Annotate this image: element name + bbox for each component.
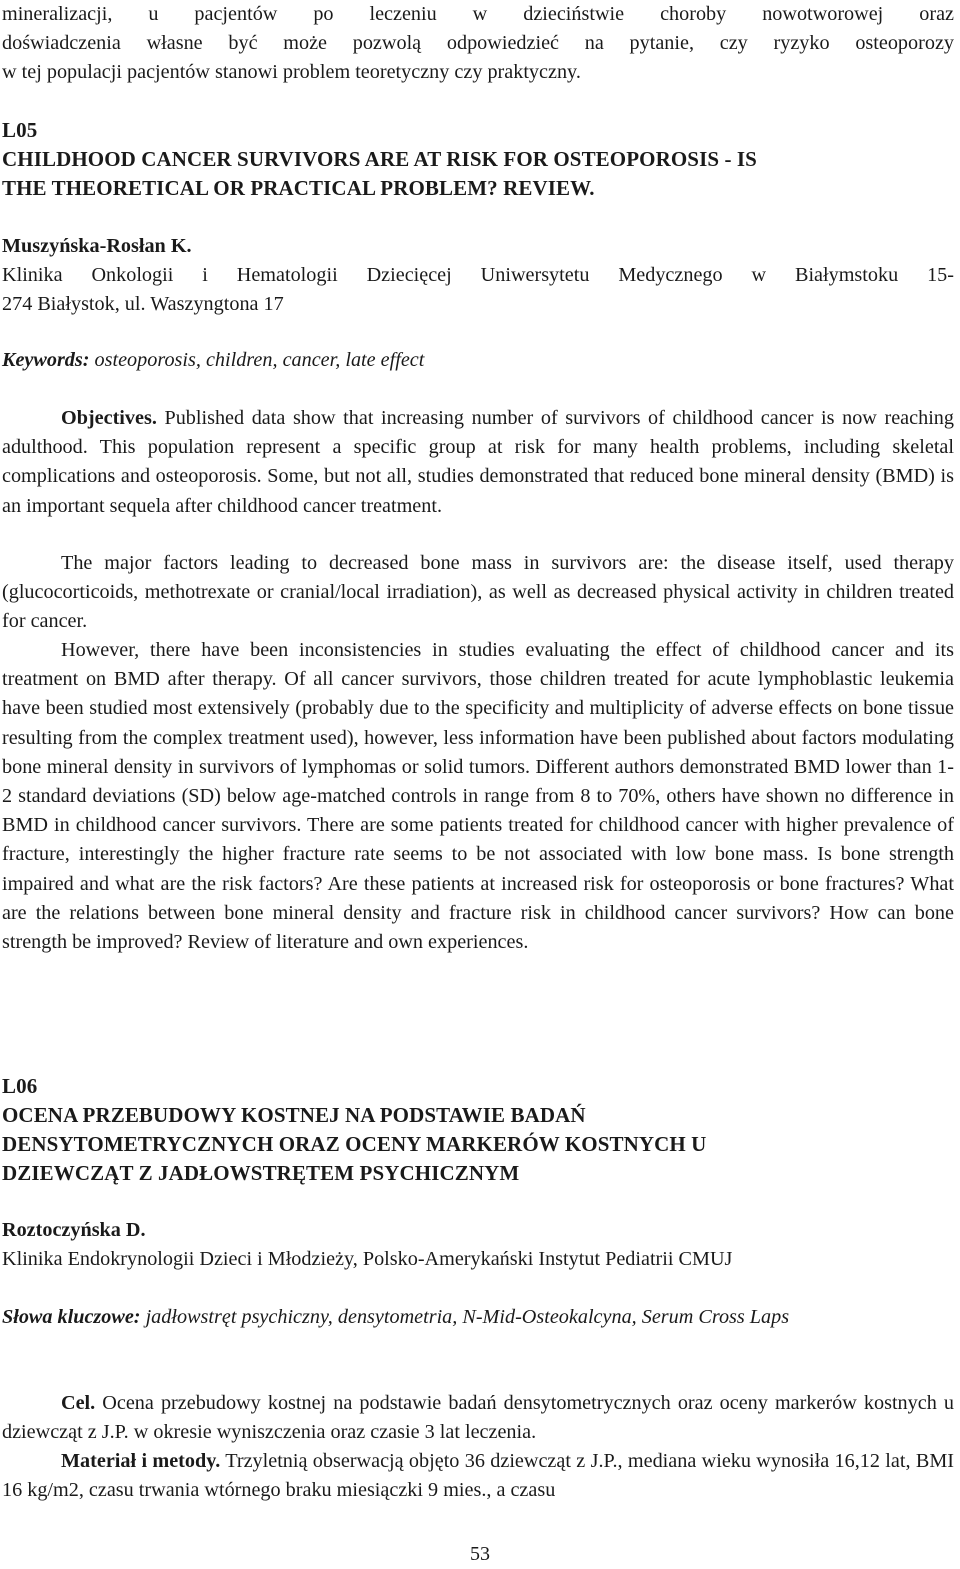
affiliation-line: 274 Białystok, ul. Waszyngtona 17 — [2, 293, 284, 316]
abstract-title-l06 — [2, 1101, 954, 1189]
title-line: OCENA PRZEBUDOWY KOSTNEJ NA PODSTAWIE BADAŃ — [2, 1103, 586, 1127]
abstract-title-l05 — [2, 145, 954, 203]
page-number: 53 — [470, 1543, 490, 1565]
paragraph-goal-l06 — [2, 1389, 954, 1447]
paragraph-text: Trzyletnią obserwacją objęto 36 dziewcząt z J.P., mediana wieku wynosiła 16,12 lat, BMI 16 kg/m2, czasu trwania wtórnego braku miesiączki 9 mies., a czasu — [2, 1450, 955, 1502]
title-line: THE THEORETICAL OR PRACTICAL PROBLEM? REVIEW. — [2, 176, 595, 201]
keywords-label: Keywords: — [2, 349, 90, 371]
paragraph-text: Published data show that increasing number of survivors of childhood cancer is now reaching adulthood. This population represent a specific group at risk for many health problems, including skeletal complications and osteoporosis. Some, but not all, studies demonstrated that reduced bone mineral density (BMD) is an important sequela after childhood cancer treatment. — [2, 407, 954, 517]
intro-paragraph — [2, 0, 954, 88]
paragraph-factors-l05: The major factors leading to decreased bone mass in survivors are: the disease itself, used therapy (glucocorticoids, methotrexate or cranial/local irradiation), as well as decreased physical activity in children treated for cancer. — [2, 552, 954, 633]
title-line: DZIEWCZĄT Z JADŁOWSTRĘTEM PSYCHICZNYM — [2, 1161, 520, 1186]
paragraph-discussion-l05: However, there have been inconsistencies in studies evaluating the effect of childhood cancer and its treatment on BMD after therapy. Of all cancer survivors, those children treated for acute lymphoblastic leukemia have been studied most extensively (probably due to the specificity and multiplicity of adverse effects on bone tissue resulting from the complex treatment used), however, less information have been published about factors modulating bone mineral density in survivors of lymphomas or solid tumors. Different authors demonstrated BMD lower than 1-2 standard deviations (SD) below age-matched controls in range from 8 to 70%, others have shown no difference in BMD in childhood cancer survivors. There are some patients treated for childhood cancer with higher prevalence of fracture, interestingly the higher fracture rate seems to be not associated with low bone mass. Is bone strength impaired and what are the risk factors? Are these patients at increased risk for osteoporosis or bone fractures? What are the relations between bone mineral density and fracture risk in childhood cancer survivors? How can bone strength be improved? Review of literature and own experiences. — [2, 639, 954, 954]
affiliation-line: Klinika Onkologii i Hematologii Dziecięcej Uniwersytetu Medycznego w Białymstoku 15- — [2, 264, 954, 286]
abstract-code-l05: L05 — [2, 118, 38, 142]
author-l06: Roztoczyńska D. — [2, 1219, 146, 1241]
keywords-text: jadłowstręt psychiczny, densytometria, N-Mid-Osteokalcyna, Serum Cross Laps — [140, 1306, 790, 1328]
author-l05: Muszyńska-Rosłan K. — [2, 235, 192, 257]
paragraph-methods-l06 — [2, 1447, 954, 1505]
intro-line: mineralizacji, u pacjentów po leczeniu w dzieciństwie choroby nowotworowej oraz — [2, 3, 954, 25]
title-line: DENSYTOMETRYCZNYCH ORAZ OCENY MARKERÓW KOSTNYCH U — [2, 1132, 707, 1157]
section-label: Objectives. — [61, 407, 157, 429]
section-label: Cel. — [61, 1392, 96, 1414]
paragraph-text: Ocena przebudowy kostnej na podstawie badań densytometrycznych oraz oceny markerów kostnych u dziewcząt z J.P. w okresie wyniszczenia oraz czasie 3 lat leczenia. — [2, 1392, 954, 1444]
affiliation-l05 — [2, 261, 954, 319]
keywords-l05 — [2, 346, 954, 375]
intro-line: w tej populacji pacjentów stanowi problem teoretyczny czy praktyczny. — [2, 61, 581, 84]
keywords-text: osteoporosis, children, cancer, late effect — [89, 349, 425, 371]
intro-line: doświadczenia własne być może pozwolą odpowiedzieć na pytanie, czy ryzyko osteoporozy — [2, 32, 954, 55]
keywords-l06 — [2, 1303, 954, 1332]
section-label: Materiał i metody. — [61, 1450, 221, 1472]
abstract-code-l06: L06 — [2, 1074, 38, 1098]
paragraph-objectives-l05 — [2, 404, 954, 521]
title-line: CHILDHOOD CANCER SURVIVORS ARE AT RISK FOR OSTEOPOROSIS - IS — [2, 147, 757, 171]
keywords-label: Słowa kluczowe: — [2, 1306, 141, 1328]
affiliation-l06: Klinika Endokrynologii Dzieci i Młodzieży, Polsko-Amerykański Instytut Pediatrii CMUJ — [2, 1248, 733, 1270]
